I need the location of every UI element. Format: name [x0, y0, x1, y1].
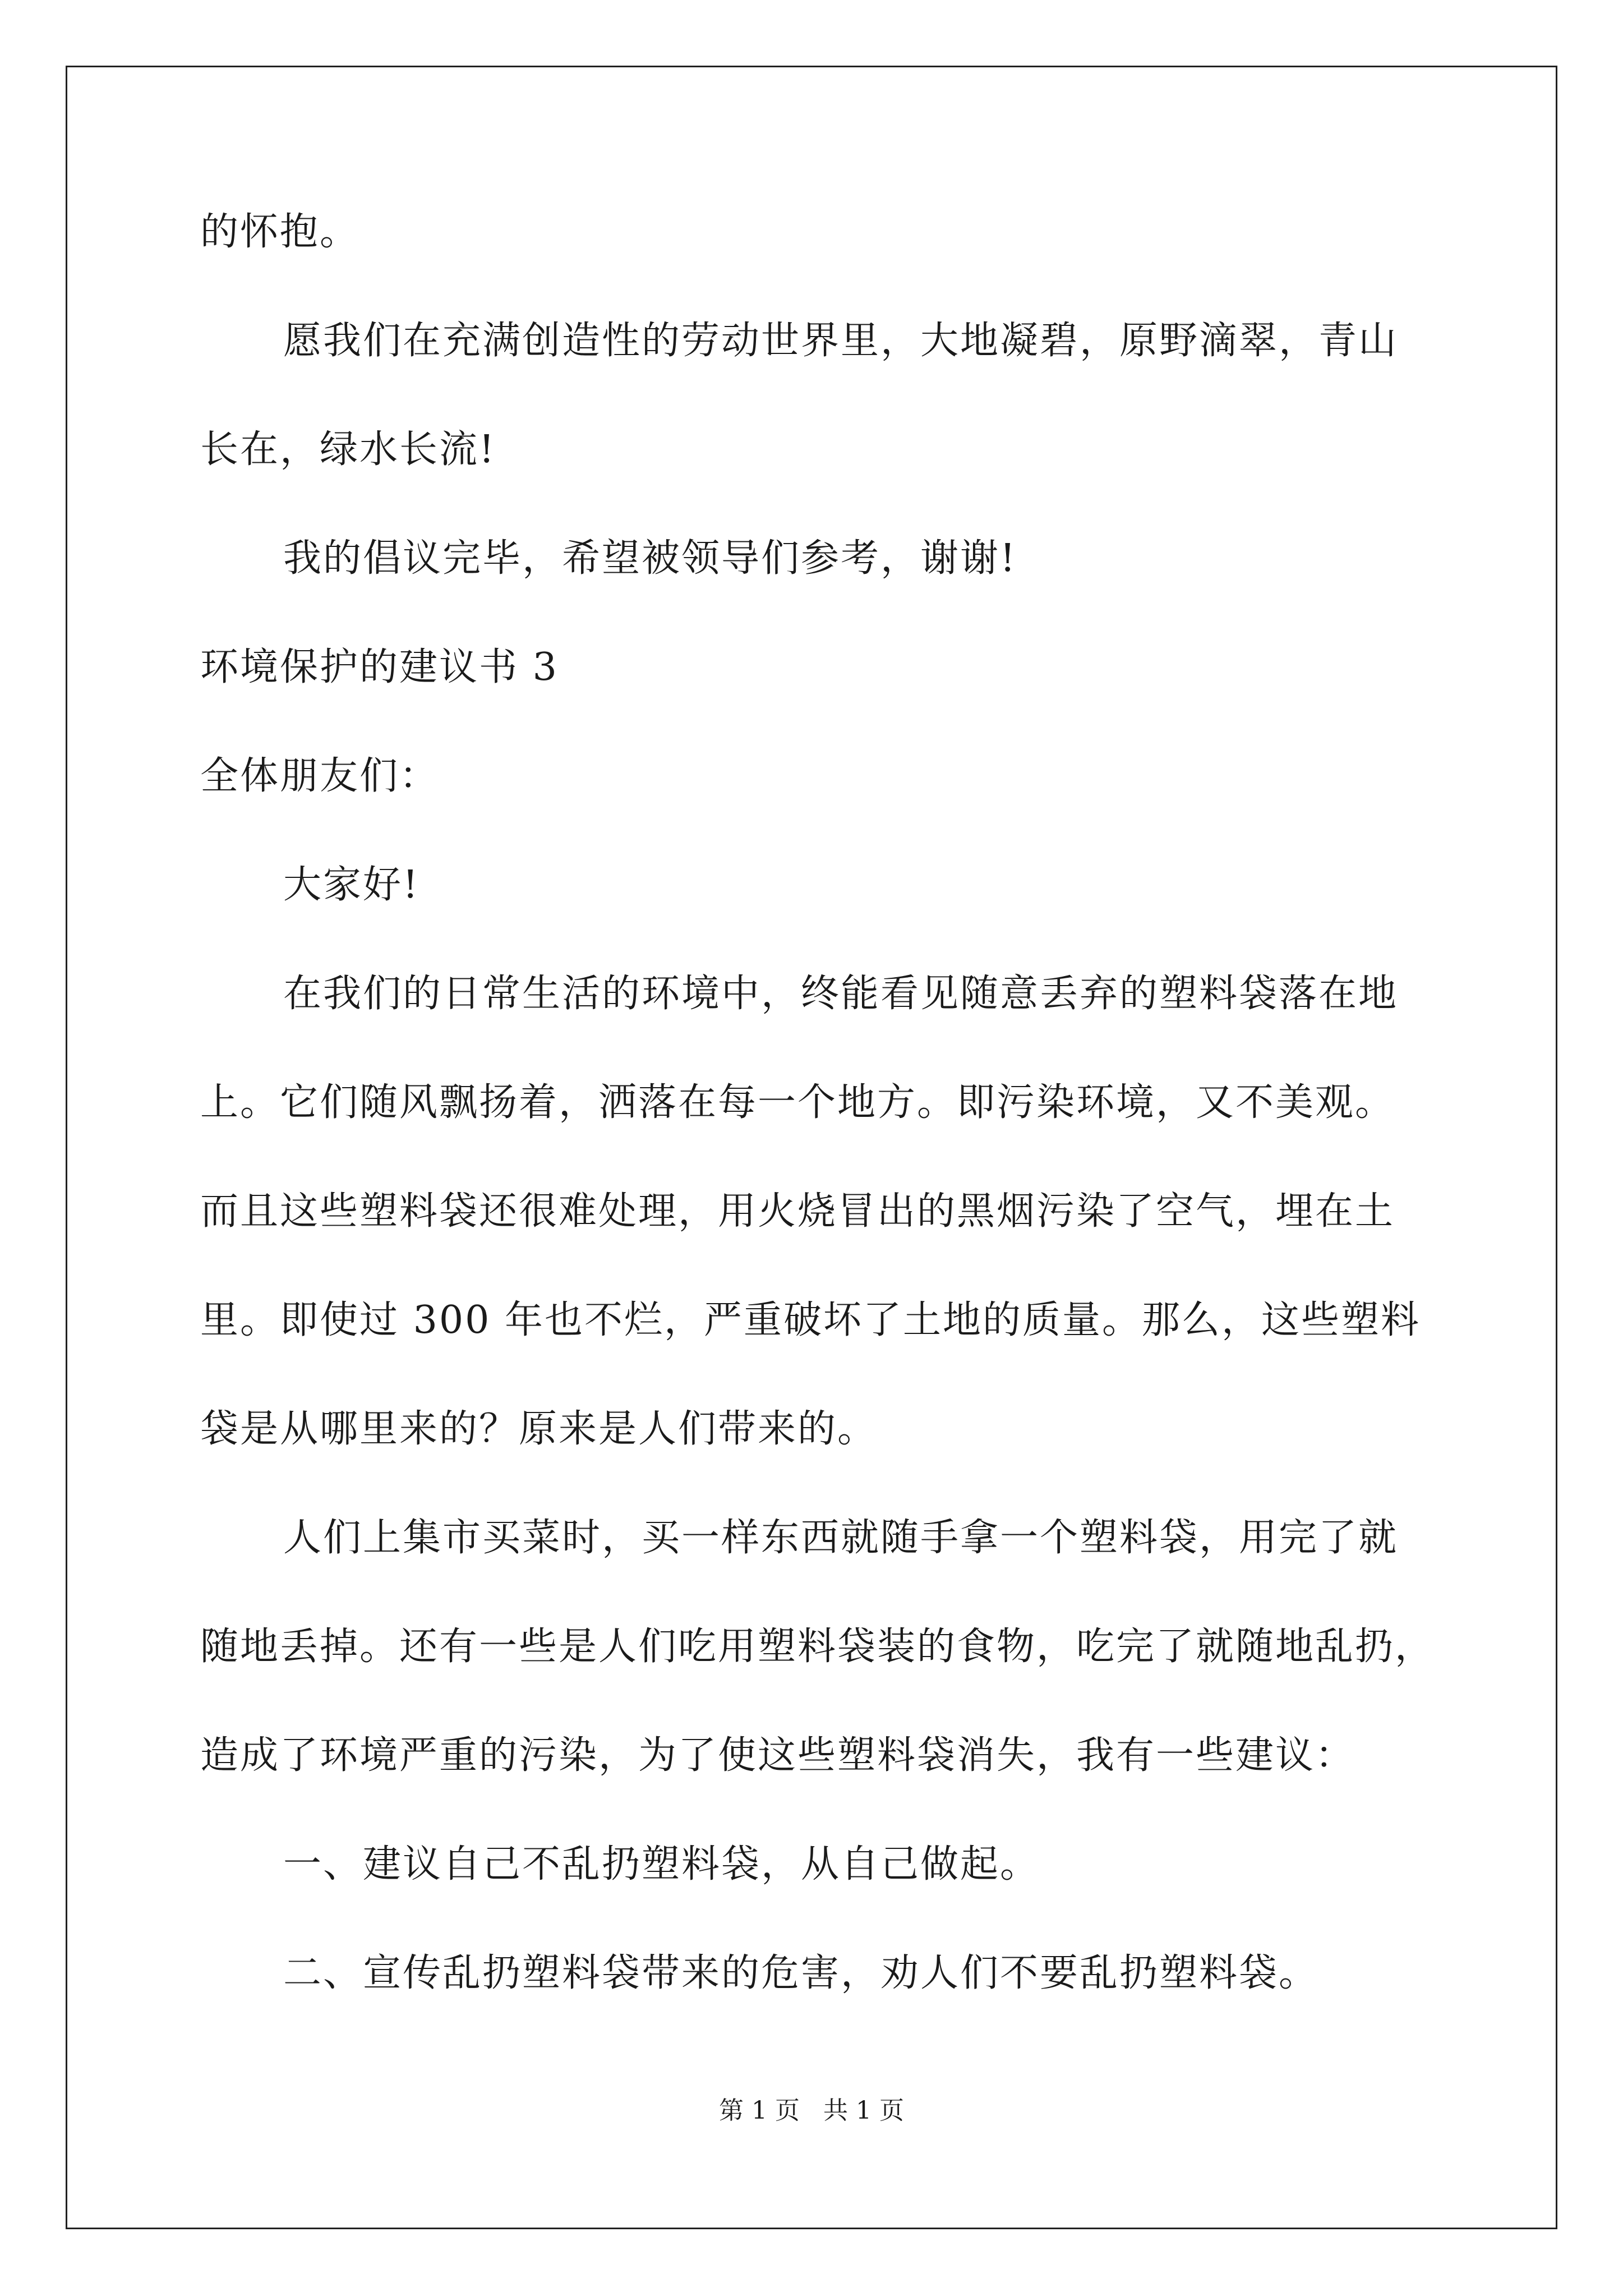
- salutation: 全体朋友们：: [200, 754, 440, 798]
- paragraph-line: 的怀抱。: [200, 210, 360, 254]
- paragraph-line: 在我们的日常生活的环境中，终能看见随意丢弃的塑料袋落在地: [283, 972, 1399, 1016]
- list-item: 二、宣传乱扔塑料袋带来的危害，劝人们不要乱扔塑料袋。: [283, 1951, 1319, 1995]
- paragraph-line: 里。即使过 300 年也不烂，严重破坏了土地的质量。那么，这些塑料: [200, 1298, 1421, 1342]
- page-number: 第 1 页 共 1 页: [719, 2096, 904, 2125]
- paragraph-line: 长在，绿水长流!: [200, 427, 496, 472]
- greeting: 大家好!: [283, 863, 420, 907]
- list-item: 一、建议自己不乱扔塑料袋，从自己做起。: [283, 1842, 1040, 1887]
- paragraph-line: 而且这些塑料袋还很难处理，用火烧冒出的黑烟污染了空气，埋在土: [200, 1189, 1395, 1234]
- paragraph-line: 上。它们随风飘扬着，洒落在每一个地方。即污染环境，又不美观。: [200, 1080, 1395, 1125]
- paragraph-line: 造成了环境严重的污染，为了使这些塑料袋消失，我有一些建议：: [200, 1733, 1355, 1778]
- paragraph-line: 袋是从哪里来的？原来是人们带来的。: [200, 1407, 878, 1451]
- section-heading: 环境保护的建议书 3: [200, 645, 559, 689]
- paragraph-line: 随地丢掉。还有一些是人们吃用塑料袋装的食物，吃完了就随地乱扔，: [200, 1625, 1435, 1669]
- page-border: [66, 66, 1557, 2229]
- paragraph-line: 人们上集市买菜时，买一样东西就随手拿一个塑料袋，用完了就: [283, 1516, 1399, 1560]
- paragraph-line: 愿我们在充满创造性的劳动世界里，大地凝碧，原野滴翠，青山: [283, 319, 1399, 363]
- paragraph-line: 我的倡议完毕，希望被领导们参考，谢谢!: [283, 536, 1017, 581]
